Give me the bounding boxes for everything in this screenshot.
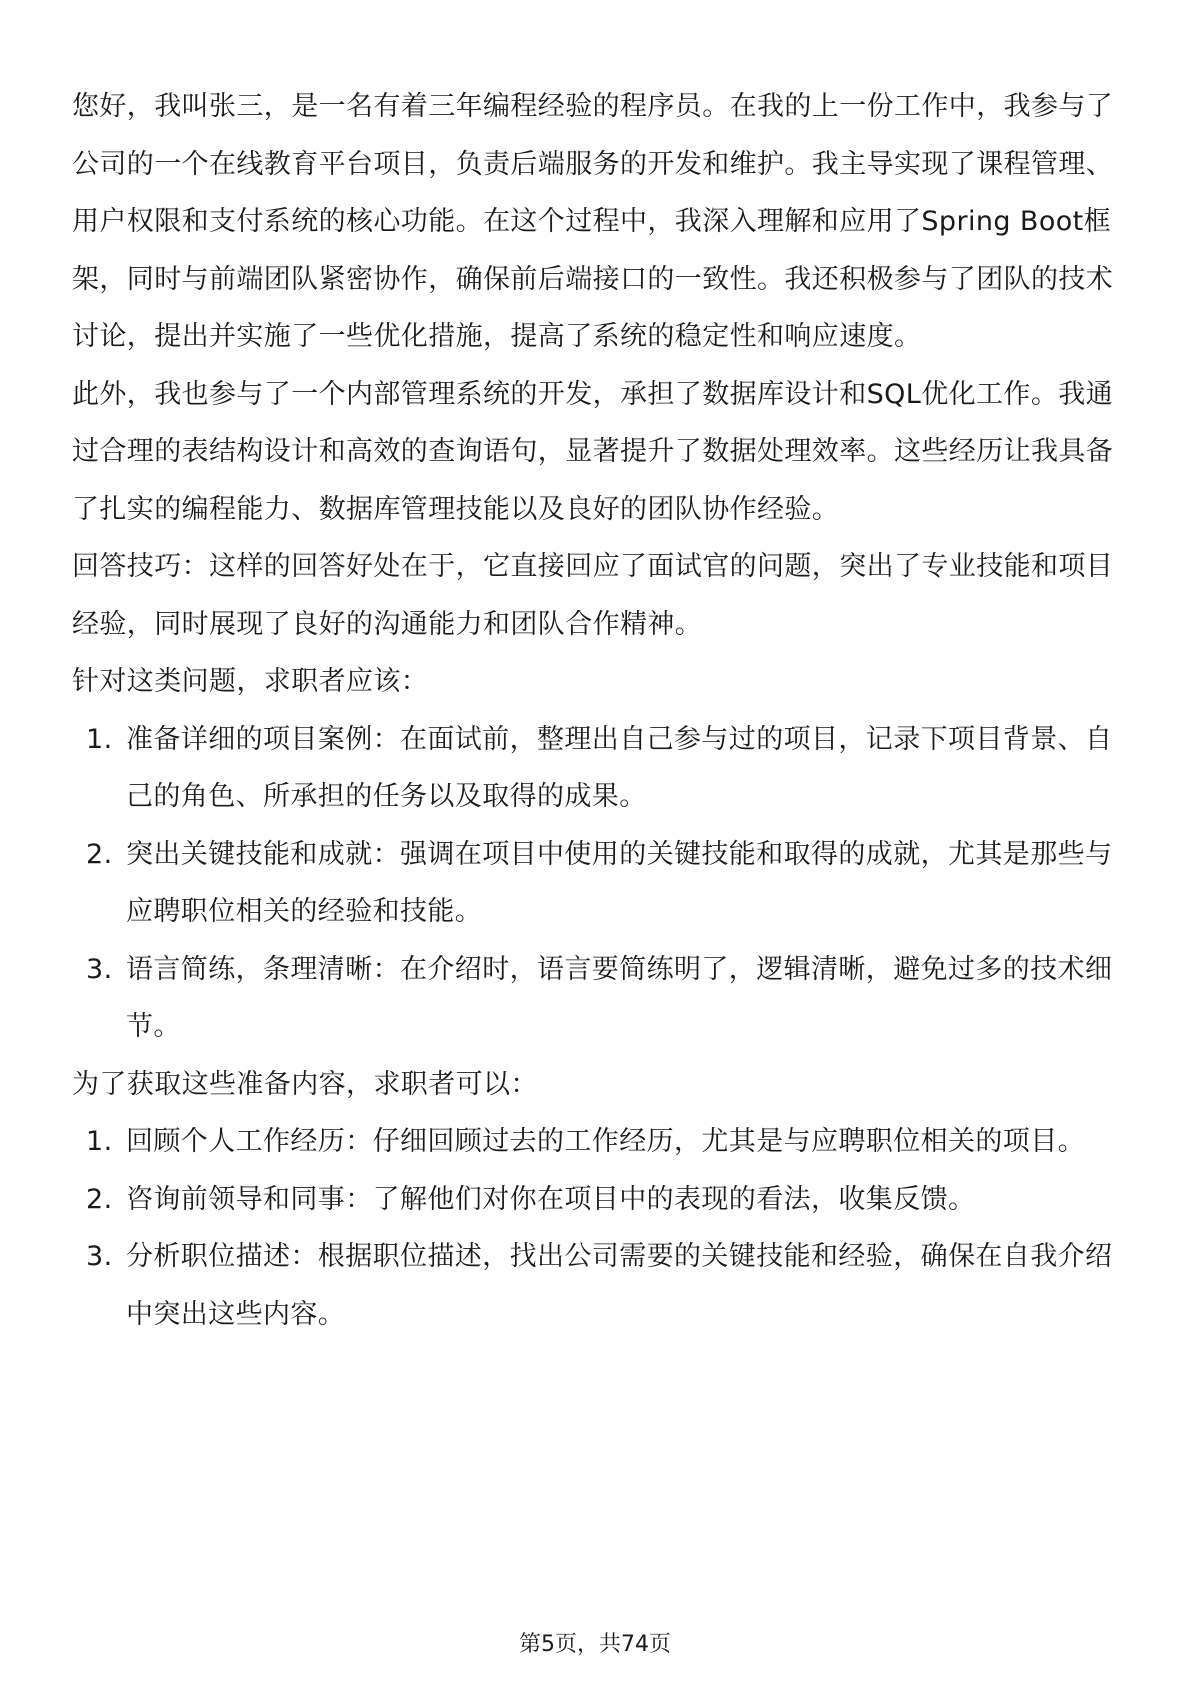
list-item — [72, 941, 1122, 1056]
list-item-text: 咨询前领导和同事：了解他们对你在项目中的表现的看法，收集反馈。 — [126, 1183, 976, 1215]
paragraph-answer-tips: 回答技巧：这样的回答好处在于，它直接回应了面试官的问题，突出了专业技能和项目经验，同时展现了良好的沟通能力和团队合作精神。 — [72, 551, 1114, 640]
list-item-text: 突出关键技能和成就：强调在项目中使用的关键技能和取得的成就，尤其是那些与应聘职位相关的经验和技能。 — [126, 838, 1113, 927]
list-item-text: 回顾个人工作经历：仔细回顾过去的工作经历，尤其是与应聘职位相关的项目。 — [126, 1126, 1085, 1157]
list-item-text: 分析职位描述：根据职位描述，找出公司需要的关键技能和经验，确保在自我介绍中突出这些内容。 — [126, 1241, 1113, 1330]
list-item-number: 3. — [86, 953, 113, 985]
list-item — [72, 711, 1122, 826]
list-item-number: 1. — [86, 1126, 113, 1157]
sources-list — [72, 1113, 1122, 1343]
list-item-text: 语言简练，条理清晰：在介绍时，语言要简练明了，逻辑清晰，避免过多的技术细节。 — [126, 953, 1113, 1042]
paragraph-self-intro: 您好，我叫张三，是一名有着三年编程经验的程序员。在我的上一份工作中，我参与了公司的一个在线教育平台项目，负责后端服务的开发和维护。我主导实现了课程管理、用户权限和支付系统的核心功能。在这个过程中，我深入理解和应用了Spring Boot框架，同时与前端团队紧密协作，确保前后端接口的一致性。我还积极参与了团队的技术讨论，提出并实施了一些优化措施，提高了系统的稳定性和响应速度。 — [72, 91, 1114, 352]
list-item — [72, 826, 1122, 941]
list-item-number: 1. — [86, 723, 113, 755]
list-item — [72, 1228, 1122, 1343]
page-number-footer: 第5页，共74页 — [519, 1632, 671, 1657]
paragraph-additional-experience: 此外，我也参与了一个内部管理系统的开发，承担了数据库设计和SQL优化工作。我通过合理的表结构设计和高效的查询语句，显著提升了数据处理效率。这些经历让我具备了扎实的编程能力、数据库管理技能以及良好的团队协作经验。 — [72, 378, 1114, 525]
preparation-list — [72, 711, 1122, 1056]
list-item — [72, 1113, 1122, 1171]
list-item-text: 准备详细的项目案例：在面试前，整理出自己参与过的项目，记录下项目背景、自己的角色、所承担的任务以及取得的成果。 — [126, 723, 1113, 812]
paragraph-list-intro: 针对这类问题，求职者应该： — [72, 666, 429, 697]
list-item-number: 3. — [86, 1241, 113, 1272]
list-item — [72, 1171, 1122, 1229]
document-body — [72, 78, 1122, 1343]
list-item-number: 2. — [86, 838, 113, 870]
list-item-number: 2. — [86, 1183, 113, 1215]
paragraph-sources-intro: 为了获取这些准备内容，求职者可以： — [72, 1068, 538, 1100]
